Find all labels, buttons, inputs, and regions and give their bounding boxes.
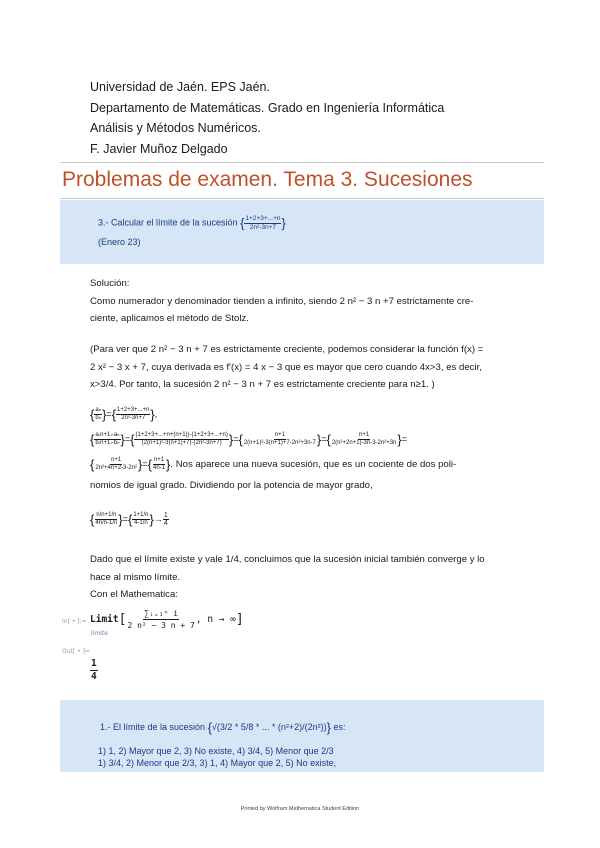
solution-p2c: x>3/4. Por tanto, la sucesión 2 n² − 3 n + 7 es estrictamente creciente para n≥1. ) <box>90 379 435 390</box>
mathematica-in-label: In[ • ]:= <box>62 618 87 625</box>
mathematica-arg: , n → ∞ <box>195 614 236 625</box>
problem-box <box>60 200 544 264</box>
problem-statement: 3.- Calcular el límite de la sucesión { $\frac{1+2+3+...+n}{\text{2n²-3n+7}}$ } <box>98 215 286 231</box>
equation-simplified: { $\frac{n+1}{\text{2n²+4n+2-3-2n²}}$ }={ $\frac{n+1}{4n-1}$ }. Nos aparece una nueva sucesión, que es un cociente de dos poli- <box>90 457 457 472</box>
mathematica-function: Limit <box>90 614 119 625</box>
solution-p3a: . Nos aparece una nueva sucesión, que es un cociente de dos poli- <box>170 458 457 470</box>
mathematica-den: 2 n² − 3 n + 7 <box>127 621 195 630</box>
document-header <box>90 77 444 159</box>
solution-intro <box>90 275 540 328</box>
problem-date: (Enero 23) <box>98 237 141 247</box>
solution-p2b: 2 x² − 3 x + 7, cuya derivada es f'(x) = 4 x − 3 que es mayor que cero cuando 4x>3, es decir, <box>90 361 482 373</box>
solution-p5: Con el Mathematica: <box>90 589 178 600</box>
quiz-expression: √(3/2 * 5/8 * ... * (n²+2)/(2n²)) <box>211 721 327 732</box>
equation-limit: { $\frac{n/n+1/n}{4n/n-1/n}$ }={ $\frac{1+1/n}{4-1/n}$ }→ $\frac{1}{4}$ <box>90 512 168 527</box>
solution-monotonic <box>90 341 540 394</box>
solution-p1a: Como numerador y denominador tienden a infinito, siendo 2 n² − 3 n +7 estrictamente cre- <box>90 295 474 307</box>
solution-conclusion <box>90 551 540 604</box>
solution-p3b: nomios de igual grado. Dividiendo por la potencia de mayor grado, <box>90 480 373 491</box>
quiz-options-row1: 1) 1, 2) Mayor que 2, 3) No existe, 4) 3/4, 5) Menor que 2/3 <box>98 746 334 756</box>
equation-stolz: { $\frac{\text{a₍n+1₎-aₙ}}{\text{b₍n+1₎-bₙ}}$ }={ $\frac{(1+2+3+...+n+(n+1))-(1+2+3+...+n)}{\text{(2(n+1)²-3(n+1)+7)-(2n²-3n+7)}}$ }={ $\frac{n+1}{\text{2(n+1)²-3(n+1)+7-2n²+3n-7}}$ }={ $\frac{n+1}{\text{2(n²+2n+1)-3n-3-2n²+3n}}$ }= <box>90 432 407 447</box>
mathematica-input-cell[interactable]: Limit[ $\frac{\text{∑ᵢ₌₁ⁿ i}}{\text{2 n² − 3 n + 7}}$ , n → ∞] límite <box>90 609 244 637</box>
page-title: Problemas de examen. Tema 3. Sucesiones <box>62 168 473 191</box>
quiz-statement: 1.- El límite de la sucesión {√(3/2 * 5/8 * ... * (n²+2)/(2n²))} es: <box>100 720 346 735</box>
solution-p2a: (Para ver que 2 n² − 3 n + 7 es estrictamente creciente, podemos considerar la función f(x) = <box>90 344 484 355</box>
mathematica-hint: límite <box>91 630 108 637</box>
quiz-options-row2: 1) 3/4, 2) Menor que 2/3, 3) 1, 4) Mayor que 2, 5) No existe, <box>98 758 337 768</box>
top-divider <box>60 162 544 163</box>
solution-p1b: ciente, aplicamos el método de Stolz. <box>90 313 249 324</box>
solution-p4b: hace al mismo límite. <box>90 571 181 583</box>
output-den: 4 <box>91 671 97 682</box>
solution-p3b-wrap <box>90 477 540 495</box>
quiz-box <box>60 700 544 772</box>
mathematica-sum: ∑ᵢ₌₁ⁿ i <box>144 609 179 618</box>
mathematica-out-label: Out[ • ]= <box>62 648 90 655</box>
solution-heading: Solución: <box>90 278 130 289</box>
equation-ratio: { $\frac{\text{aₙ}}{\text{bₙ}}$ }={ $\frac{1+2+3+...+n}{\text{2n²-3n+7}}$ }, <box>90 407 158 422</box>
mathematica-output <box>90 658 98 683</box>
header-author: F. Javier Muñoz Delgado <box>90 141 228 156</box>
problem-fraction: $\frac{1+2+3+...+n}{\text{2n²-3n+7}}$ <box>245 215 281 231</box>
page-footer: Printed by Wolfram Mathematica Student Edition <box>240 806 360 812</box>
header-department: Departamento de Matemáticas. Grado en Ingeniería Informática <box>90 100 445 115</box>
output-num: 1 <box>91 658 97 669</box>
header-course: Análisis y Métodos Numéricos. <box>90 121 261 135</box>
header-university: Universidad de Jaén. EPS Jaén. <box>90 80 270 94</box>
title-divider <box>60 198 544 199</box>
problem-statement-text: 3.- Calcular el límite de la sucesión <box>98 217 238 228</box>
solution-p4a: Dado que el límite existe y vale 1/4, concluimos que la sucesión inicial también converge y lo <box>90 554 485 565</box>
